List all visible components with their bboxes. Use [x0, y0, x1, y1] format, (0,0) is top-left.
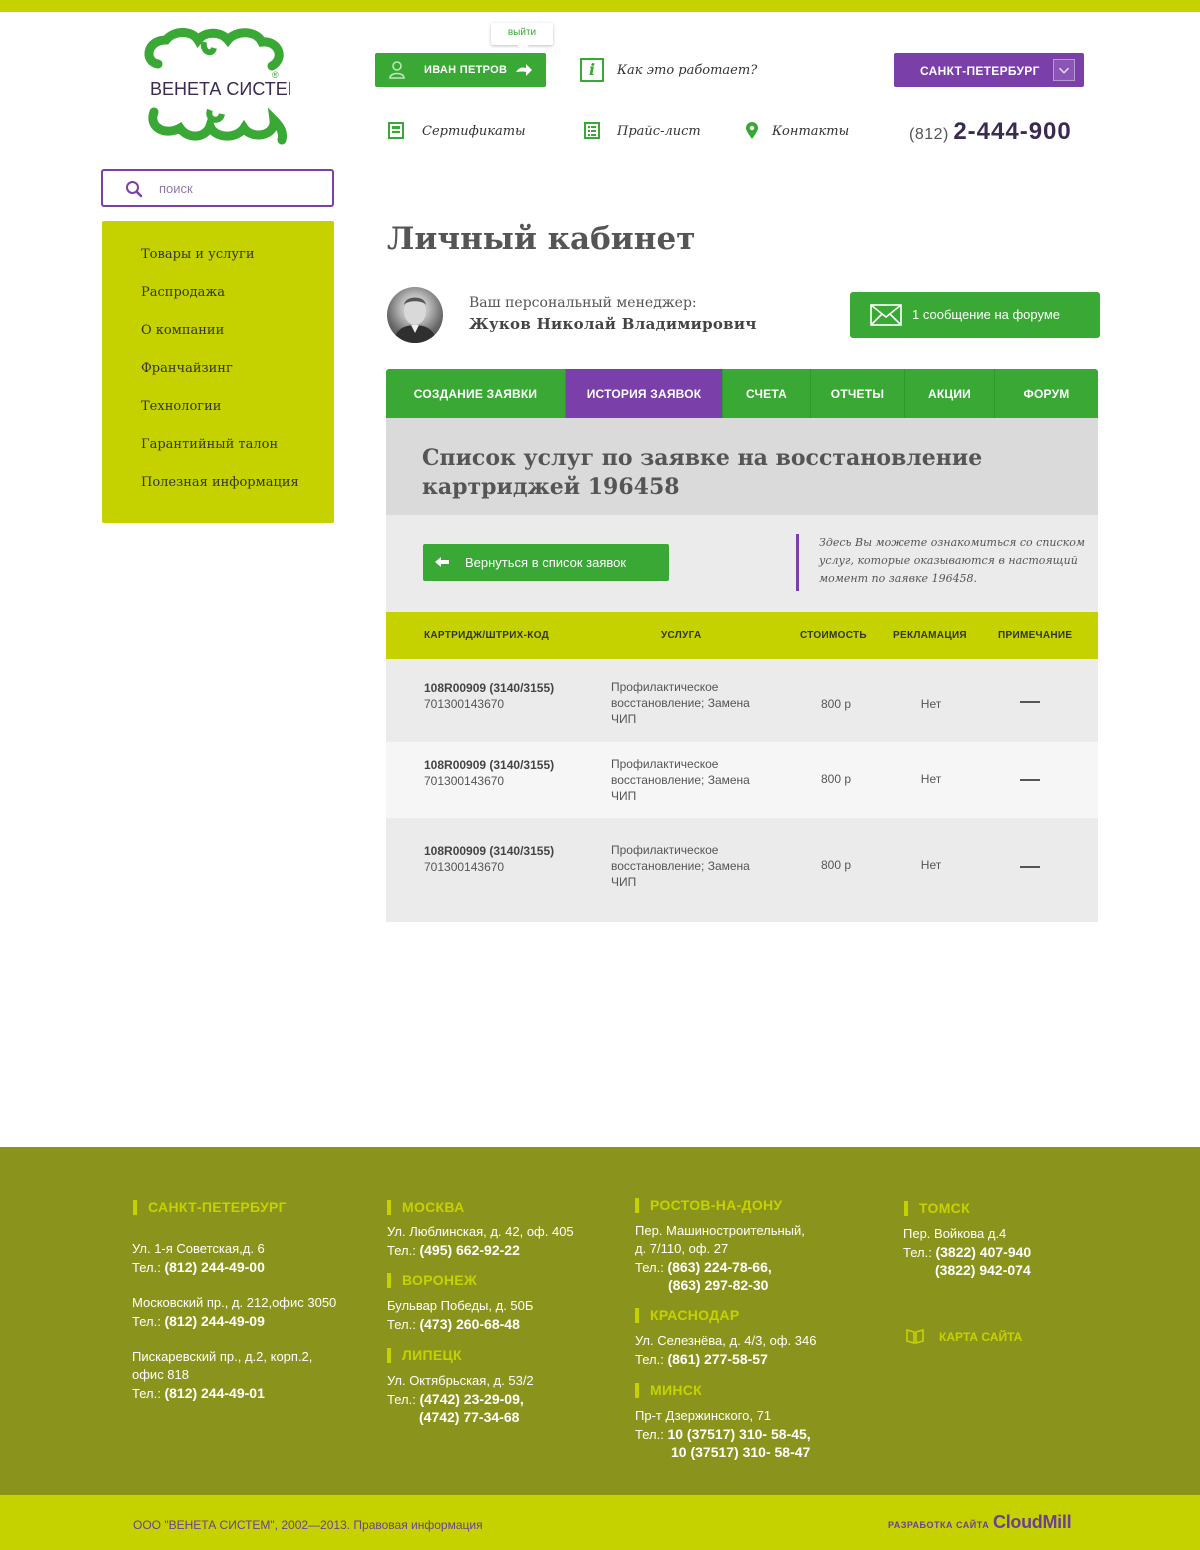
- back-button-label: Вернуться в список заявок: [465, 555, 627, 570]
- pricelist-label: Прайс-лист: [617, 124, 701, 139]
- footer-city-rostov: РОСТОВ-НА-ДОНУ: [635, 1198, 782, 1213]
- city-label: САНКТ-ПЕТЕРБУРГ: [920, 64, 1040, 78]
- phone-value[interactable]: (3822) 407-940: [935, 1244, 1032, 1260]
- tab-forum[interactable]: ФОРУМ: [1023, 387, 1070, 401]
- column-note: ПРИМЕЧАНИЕ: [998, 630, 1073, 641]
- phone-value[interactable]: (4742) 77-34-68: [419, 1409, 520, 1425]
- footer-phone: [935, 1262, 1031, 1278]
- panel-header: [386, 418, 1098, 515]
- clover-logo-icon: [140, 28, 290, 146]
- tel-label: Тел.:: [132, 1386, 161, 1401]
- table-header: [386, 612, 1098, 659]
- price-cell: 800 р: [820, 697, 852, 711]
- tel-label: Тел.:: [132, 1314, 161, 1329]
- logout-arrow-icon[interactable]: [515, 63, 533, 77]
- footer-address: Пер. Войкова д.4: [903, 1226, 1007, 1241]
- footer-phone: [903, 1244, 1031, 1260]
- note-empty-dash: [1020, 701, 1040, 703]
- table-row[interactable]: [386, 659, 1098, 742]
- how-it-works-label: Как это работает?: [617, 63, 758, 78]
- sidebar-item-useful-info[interactable]: Полезная информация: [141, 475, 299, 490]
- footer-phone: [419, 1409, 519, 1425]
- phone-value[interactable]: (812) 244-49-00: [164, 1259, 265, 1275]
- footer-address: Ул. Люблинская, д. 42, оф. 405: [387, 1224, 574, 1239]
- footer-address: Пр-т Дзержинского, 71: [635, 1408, 772, 1423]
- back-to-requests-button[interactable]: [423, 544, 669, 581]
- location-pin-icon: [744, 122, 760, 140]
- arrow-left-icon: [435, 557, 449, 567]
- service-cell: Профилактическое восстановление; Замена ЧИП: [611, 757, 750, 803]
- search-icon[interactable]: [125, 180, 143, 198]
- column-claim: РЕКЛАМАЦИЯ: [893, 630, 967, 641]
- phone-value[interactable]: (3822) 942-074: [935, 1262, 1031, 1278]
- footer-address: Пер. Машиностроительный,: [635, 1223, 805, 1238]
- phone-value[interactable]: (861) 277-58-57: [667, 1351, 768, 1367]
- phone-number: 2-444-900: [953, 118, 1072, 145]
- sidebar-item-warranty[interactable]: Гарантийный талон: [141, 437, 279, 452]
- note-empty-dash: [1020, 866, 1040, 868]
- footer-address: д. 7/110, оф. 27: [635, 1241, 729, 1256]
- search-box[interactable]: [101, 169, 334, 207]
- manager-name: Жуков Николай Владимирович: [469, 315, 757, 333]
- forum-messages-button[interactable]: [850, 292, 1100, 338]
- search-input[interactable]: [159, 178, 319, 198]
- phone-value[interactable]: (812) 244-49-09: [164, 1313, 265, 1329]
- sitemap-label: КАРТА САЙТА: [939, 1330, 1023, 1344]
- tel-label: Тел.:: [387, 1317, 416, 1332]
- copyright-text[interactable]: ООО "ВЕНЕТА СИСТЕМ", 2002—2013. Правовая информация: [133, 1518, 483, 1532]
- claim-cell: Нет: [920, 858, 942, 872]
- price-cell: 800 р: [820, 858, 852, 872]
- phone-value[interactable]: (495) 662-92-22: [419, 1242, 520, 1258]
- phone-value[interactable]: (863) 224-78-66,: [667, 1259, 772, 1275]
- footer-phone: [671, 1444, 810, 1460]
- phone-value[interactable]: 10 (37517) 310- 58-47: [671, 1444, 811, 1460]
- user-icon: [389, 61, 405, 79]
- footer-address: Ул. Селезнёва, д. 4/3, оф. 346: [635, 1333, 817, 1348]
- footer-city-moscow: МОСКВА: [387, 1200, 465, 1215]
- tel-label: Тел.:: [635, 1352, 664, 1367]
- phone-code: (812): [909, 126, 949, 143]
- note-empty-dash: [1020, 779, 1040, 781]
- table-row[interactable]: [386, 818, 1098, 922]
- cartridge-model: 108R00909 (3140/3155): [424, 844, 555, 858]
- developer-label: РАЗРАБОТКА САЙТА: [888, 1520, 990, 1530]
- envelope-icon: [870, 304, 902, 326]
- contacts-label: Контакты: [772, 124, 850, 139]
- svg-text:ВЕНЕТА СИСТЕМ: ВЕНЕТА СИСТЕМ: [150, 79, 290, 99]
- footer-city-voronezh: ВОРОНЕЖ: [387, 1273, 477, 1288]
- book-icon: [906, 1328, 924, 1344]
- footer-phone: [635, 1351, 768, 1367]
- tel-label: Тел.:: [132, 1260, 161, 1275]
- tab-invoices[interactable]: СЧЕТА: [723, 369, 811, 418]
- column-service: УСЛУГА: [661, 630, 702, 641]
- phone-value[interactable]: (4742) 23-29-09,: [419, 1391, 524, 1407]
- developer-logo[interactable]: CloudMill: [993, 1512, 1072, 1532]
- tel-label: Тел.:: [635, 1260, 664, 1275]
- footer-phone: [387, 1316, 520, 1332]
- price-cell: 800 р: [820, 772, 852, 786]
- copyright-bar: [0, 1495, 1200, 1550]
- user-account-button[interactable]: [375, 53, 546, 87]
- tab-promotions[interactable]: АКЦИИ: [905, 369, 995, 418]
- tab-request-history[interactable]: ИСТОРИЯ ЗАЯВОК: [566, 369, 723, 418]
- footer-address: Бульвар Победы, д. 50Б: [387, 1298, 534, 1313]
- city-selector[interactable]: [894, 53, 1084, 87]
- footer-phone: [132, 1385, 265, 1401]
- cartridge-model: 108R00909 (3140/3155): [424, 758, 555, 772]
- tel-label: Тел.:: [903, 1245, 932, 1260]
- tel-label: Тел.:: [635, 1427, 664, 1442]
- certificate-icon: [388, 122, 404, 140]
- footer-city-tomsk: ТОМСК: [904, 1201, 970, 1216]
- sidebar-item-about[interactable]: О компании: [141, 323, 225, 338]
- service-cell: Профилактическое восстановление; Замена ЧИП: [611, 680, 750, 726]
- footer-phone: [387, 1391, 524, 1407]
- cartridge-cell: [424, 757, 554, 789]
- svg-text:®: ®: [272, 70, 279, 80]
- cartridge-barcode: 701300143670: [424, 697, 505, 711]
- footer-phone: [132, 1259, 265, 1275]
- claim-cell: Нет: [920, 772, 942, 786]
- sidebar-item-products[interactable]: Товары и услуги: [141, 247, 255, 262]
- footer-phone: [132, 1313, 265, 1329]
- tab-reports[interactable]: ОТЧЕТЫ: [811, 369, 905, 418]
- tel-label: Тел.:: [387, 1392, 416, 1407]
- top-accent-bar: [0, 0, 1200, 12]
- footer-address: Московский пр., д. 212,офис 3050: [132, 1295, 337, 1310]
- header-phone[interactable]: [909, 118, 1072, 146]
- logout-tooltip[interactable]: выйти: [491, 23, 553, 45]
- footer-phone: [387, 1242, 520, 1258]
- sidebar-item-franchising[interactable]: Франчайзинг: [141, 361, 233, 376]
- footer-city-krasnodar: КРАСНОДАР: [635, 1308, 739, 1323]
- footer-city-spb: САНКТ-ПЕТЕРБУРГ: [133, 1200, 287, 1215]
- claim-cell: Нет: [920, 697, 942, 711]
- logo[interactable]: [140, 28, 290, 146]
- cartridge-model: 108R00909 (3140/3155): [424, 681, 555, 695]
- footer: [0, 1147, 1200, 1495]
- tel-label: Тел.:: [387, 1243, 416, 1258]
- avatar: [387, 287, 443, 343]
- info-note: Здесь Вы можете ознакомиться со списком услуг, которые оказываются в настоящий момент по заявке 196458.: [796, 534, 1086, 591]
- phone-value[interactable]: 10 (37517) 310- 58-45,: [667, 1426, 811, 1442]
- phone-value[interactable]: (473) 260-68-48: [419, 1316, 520, 1332]
- footer-city-minsk: МИНСК: [635, 1383, 702, 1398]
- table-row[interactable]: [386, 742, 1098, 818]
- footer-city-lipetsk: ЛИПЕЦК: [387, 1348, 462, 1363]
- tab-create-request[interactable]: СОЗДАНИЕ ЗАЯВКИ: [386, 369, 566, 418]
- sidebar-item-sale[interactable]: Распродажа: [141, 285, 226, 300]
- phone-value[interactable]: (812) 244-49-01: [164, 1385, 265, 1401]
- forum-messages-label: 1 сообщение на форуме: [912, 307, 1061, 322]
- cartridge-barcode: 701300143670: [424, 774, 505, 788]
- service-cell: Профилактическое восстановление; Замена ЧИП: [611, 843, 750, 889]
- footer-phone: [635, 1259, 772, 1275]
- user-name: ИВАН ПЕТРОВ: [424, 64, 508, 76]
- footer-address: Пискаревский пр., д.2, корп.2,: [132, 1349, 313, 1364]
- footer-address: Ул. 1-я Советская,д. 6: [132, 1241, 265, 1256]
- panel-title: Список услуг по заявке на восстановление картриджей 196458: [422, 445, 983, 500]
- phone-value[interactable]: (863) 297-82-30: [668, 1277, 769, 1293]
- sidebar-item-technologies[interactable]: Технологии: [141, 399, 222, 414]
- chevron-down-icon[interactable]: [1053, 59, 1075, 81]
- certificates-label: Сертификаты: [422, 124, 526, 139]
- column-cartridge: КАРТРИДЖ/ШТРИХ-КОД: [424, 630, 550, 641]
- cartridge-barcode: 701300143670: [424, 860, 505, 874]
- page-title: Личный кабинет: [387, 221, 696, 257]
- sidebar-menu: [102, 221, 334, 523]
- info-icon: i: [580, 58, 604, 82]
- column-price: СТОИМОСТЬ: [800, 630, 867, 641]
- footer-phone: [635, 1426, 811, 1442]
- manager-label: Ваш персональный менеджер:: [469, 295, 697, 311]
- footer-address: Ул. Октябрьская, д. 53/2: [387, 1373, 534, 1388]
- cabinet-tabs: [386, 369, 1098, 418]
- panel-toolbar: [386, 515, 1098, 612]
- cartridge-cell: [424, 680, 554, 712]
- footer-address: офис 818: [132, 1367, 189, 1382]
- cartridge-cell: [424, 843, 554, 875]
- list-icon: [584, 122, 600, 140]
- footer-phone: [668, 1277, 768, 1293]
